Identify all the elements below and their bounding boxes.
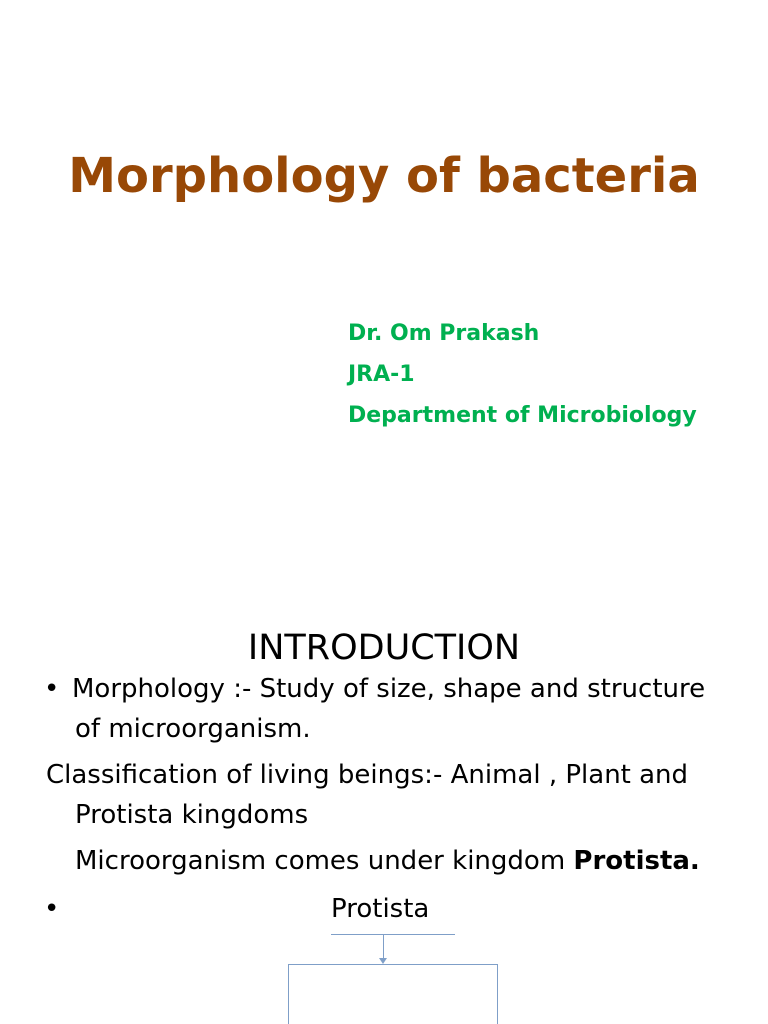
kingdom-name: Protista.: [573, 846, 700, 876]
author-name: Dr. Om Prakash: [348, 321, 540, 346]
author-department: Department of Microbiology: [348, 403, 697, 428]
tree-stem-line: [383, 935, 384, 959]
tree-branch-line: [288, 964, 498, 965]
author-position: JRA-1: [348, 362, 415, 387]
tree-root-underline: [331, 934, 455, 935]
author-block: [348, 313, 697, 436]
slide-title: Morphology of bacteria: [68, 148, 700, 204]
morphology-definition-line1: Morphology :- Study of size, shape and structure: [72, 674, 706, 704]
classification-line1: Classification of living beings:- Animal , Plant and: [46, 760, 689, 790]
kingdom-statement: [75, 846, 700, 876]
classification-line2: Protista kingdoms: [75, 800, 309, 830]
tree-left-branch: [288, 964, 289, 1024]
bullet-icon: •: [44, 674, 60, 704]
morphology-definition-line2: of microorganism.: [75, 714, 311, 744]
tree-root-label: Protista: [331, 894, 430, 924]
bullet-icon: •: [44, 894, 60, 924]
kingdom-statement-text: Microorganism comes under kingdom: [75, 846, 574, 876]
tree-right-branch: [497, 964, 498, 1024]
section-heading: INTRODUCTION: [247, 628, 521, 668]
